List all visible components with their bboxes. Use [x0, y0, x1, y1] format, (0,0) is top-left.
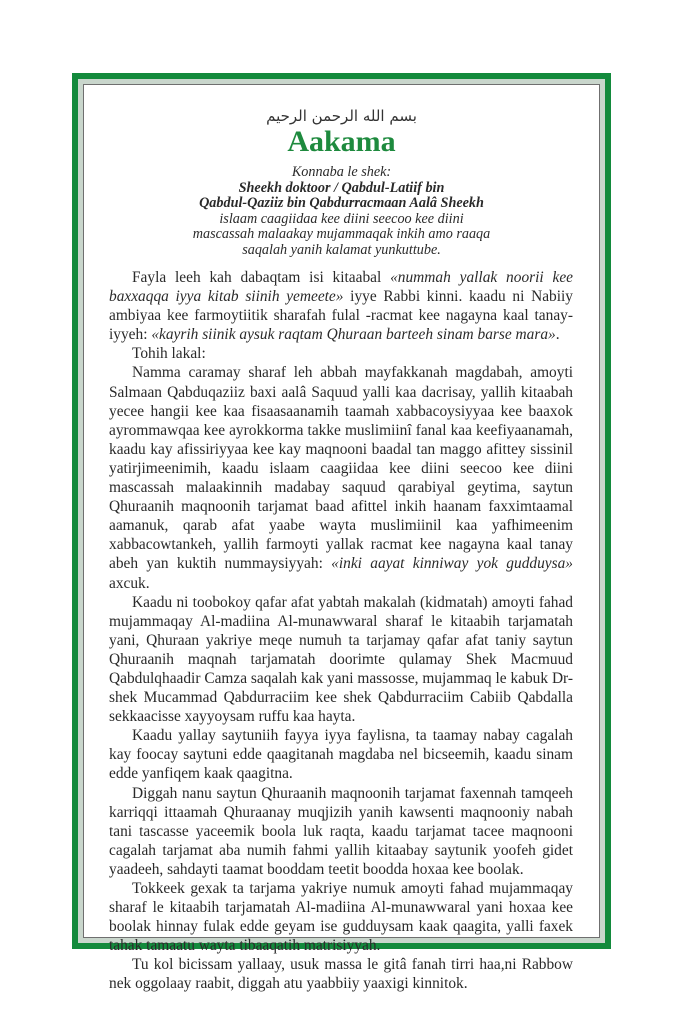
- author-role-line-2: mascassah malaakay mujammaqak inkih amo raaqa: [192, 226, 491, 243]
- quoted-text: «inki aayat kinniway yok gudduysa»: [331, 555, 573, 573]
- paragraph-text: Diggah nanu saytun Qhuraanih maqnoonih tarjamat faxennah tamqeeh karriqqi ittaamah Qhuraanay muqjizih yanih kawsenti maqnooniy nabah tani tascasse yaceemik boola luk raqta, kaadu tarjamat tacee maqnooni cagalah tarjamat aba numih fahmi yallih kitaabay saytunik yoofeh gidet yaadeeh, sahdayti taamat booddam teetit boodda hoxaa kee boolak.: [109, 784, 573, 878]
- paragraph: [109, 268, 573, 344]
- paragraph-text: Tu kol bicissam yallaay, usuk massa le gitâ fanah tirri haa,ni Rabbow nek oggolaay raabit, diggah atu yaabbiiy yaaxigi kinnitok.: [109, 956, 573, 993]
- paragraph: [109, 879, 573, 955]
- page-frame-middle-border: [78, 79, 605, 993]
- paragraph-text: Tohih lakal:: [132, 345, 206, 363]
- paragraph: [109, 593, 573, 727]
- paragraph: [109, 344, 573, 363]
- page-frame-outer-border: [72, 73, 611, 993]
- paragraph-text: Kaadu yallay saytuniih fayya iyya faylisna, ta taamay nabay cagalah kay foocay saytuni edde qaagitanah magdaba nel bicseemih, kaadu sinam edde yanfiqem kaak qaagitna.: [109, 727, 573, 783]
- author-name-line-2: Qabdul-Qaziiz bin Qabdurracmaan Aalâ Sheekh: [199, 195, 484, 212]
- author-name-line-1: Sheekh doktoor / Qabdul-Latiif bin: [238, 179, 445, 196]
- paragraph-text: axcuk.: [109, 574, 150, 592]
- page-title: Aakama: [287, 125, 396, 158]
- paragraph: [109, 784, 573, 879]
- paragraph-text: Tokkeek gexak ta tarjama yakriye numuk amoyti fahad mujammaqay sharaf le kitaabih tarjamatah Al-madiina Al-munawwaral yani hoxaa kee boolak hinnay fulak edde geyam ise gudduysam kaak qaagita, yalli faxek tahak tamaatu wayta tibaaqatih matrisiyyah.: [109, 880, 573, 955]
- paragraph: [109, 363, 573, 592]
- paragraph: [109, 955, 573, 993]
- author-header: [84, 165, 599, 259]
- paragraph-text: Kaadu ni toobokoy qafar afat yabtah makalah (kidmatah) amoyti fahad mujammaqay Al-madiina Al-munawwaral sharaf le kitaabih tarjamatah yani, Qhuraan yakriye meqe numuh ta tarjamay qafar afat taniy saytun Qhuraanih maqnah tarjamatah doorimte qulamay Shek Macmuud Qabdulqhaadir Camza saqalah kak yani massosse, mujammaq le kabuk Dr-shek Mucammad Qabdurraciim kee shek Qabdurraciim Cabiib Qabdalla sekkaacisse xayyoysam ruffu kaa hayta.: [109, 593, 573, 726]
- author-role-line-1: islaam caagiidaa kee diini seecoo kee diini: [219, 210, 464, 227]
- quoted-text: «nummah yallak noorii kee baxxaqqa iyya kitab siinih yemeete»: [109, 269, 574, 306]
- paragraph: [109, 726, 573, 783]
- paragraph-text: Fayla leeh kah dabaqtam isi kitaabal: [132, 269, 391, 286]
- paragraph-text: Namma caramay sharaf leh abbah mayfakkanah magdabah, amoyti Salmaan Qabduqaziiz baxi aalâ Saquud yalli kaa dacrisay, yallih kitaabah yecee hangii kee kaa fisaasaanamih taamah xabbacoysiyyaa kee baaxok ayrommawqaa kee ayrokkorma takke muslimiinî fanal kaa keefiyaanamah, kaadu kay afissiriyyaa kee kay maqnooni baadal tan maggo afittey sissinil yatirjimeenimih, kaadu islaam caagiidaa kee diini seecoo kee diini mascassah malaakinnih madabay saquud qarabiyal geytima, saytun Qhuraanih maqnoonih tarjamat baad afittel inkih haanam faxximtaamal aamanuk, qarab afat yaabe wayta muslimiinil kaa yafhimeenim xabbacowtankeh, yallih farmoyti yallak racmat kee nagayna kaal tanay abeh yan kuktih nummaysiyyah:: [109, 364, 573, 573]
- bismillah-calligraphy: [84, 107, 599, 125]
- body-text: [109, 268, 573, 994]
- paragraph-text: .: [555, 326, 560, 344]
- quoted-text: «kayrih siinik aysuk raqtam Qhuraan barteeh sinam barse mara»: [151, 326, 556, 344]
- bismillah-text: بسم الله الرحمن الرحيم: [266, 107, 417, 125]
- paragraph-text: iyye Rabbi kinni. kaadu ni Nabiiy ambiyaa kee farmoytiitik sharafah fulal -racmat kee nagayna kaal tanay-iyyeh:: [109, 288, 573, 344]
- header-intro: Konnaba le shek:: [291, 164, 392, 180]
- author-role-line-3: saqalah yanih kalamat yunkuttube.: [242, 241, 441, 258]
- page-content-area: [83, 84, 600, 993]
